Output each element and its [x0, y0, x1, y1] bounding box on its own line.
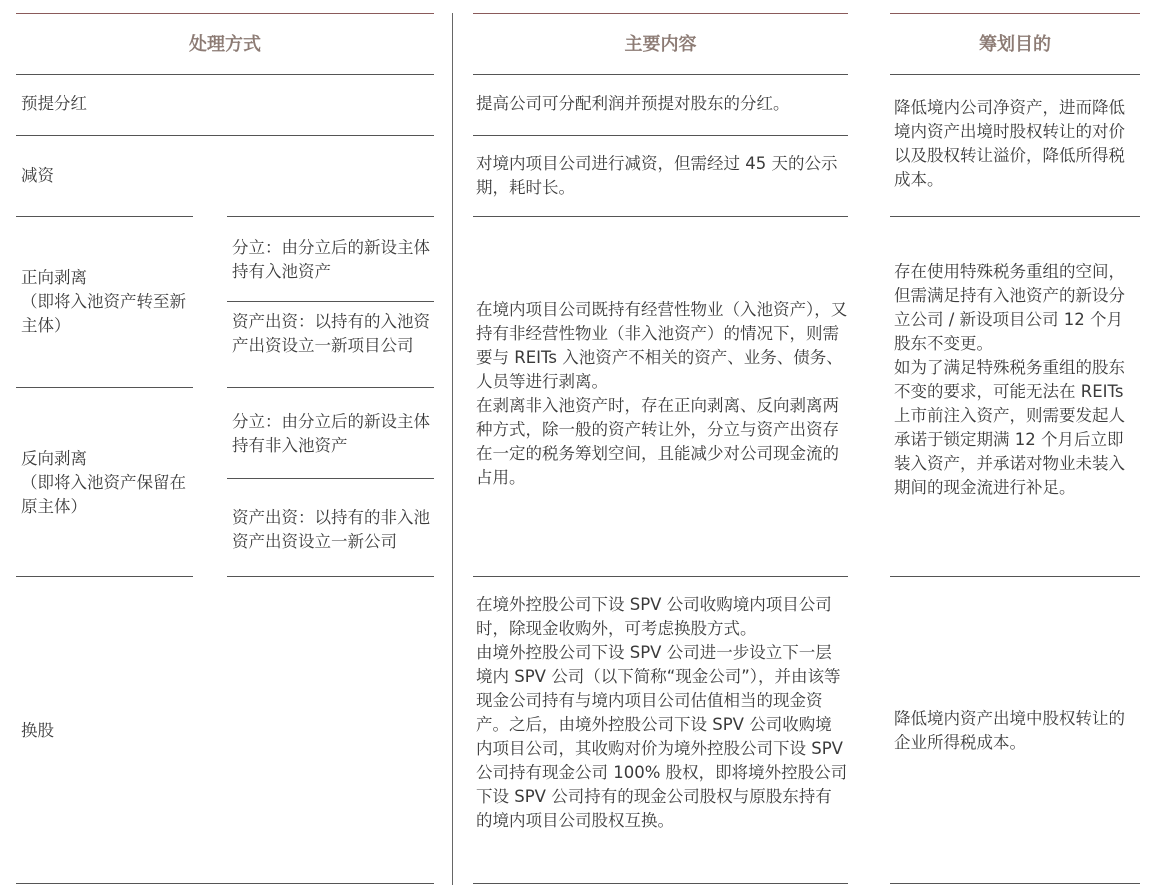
reverse-stripping-title: 反向剥离: [21, 449, 87, 468]
stripping-content-p1: 在境内项目公司既持有经营性物业（入池资产），又持有非经营性物业（非入池资产）的情况下，则需要与 REITs 入池资产不相关的资产、业务、债务、人员等进行剥离。: [476, 300, 848, 391]
header-method: 处理方式: [189, 34, 261, 55]
stripping-divider-right: [227, 387, 434, 388]
row-rule-col3-c: [890, 576, 1140, 577]
stripping-purpose: [894, 260, 1139, 500]
stripping-purpose-p1: 存在使用特殊税务重组的空间，但需满足持有入池资产的新设分立公司 / 新设项目公司 12 个月股东不变更。: [894, 262, 1125, 353]
stripping-purpose-p2: 如为了满足特殊税务重组的股东不变的要求，可能无法在 REITs 上市前注入资产，则需要发起人承诺于锁定期满 12 个月后立即装入资产，并承诺对物业未装入期间的现金流进行补足。: [894, 358, 1125, 497]
bottom-rule-col3: [890, 883, 1140, 884]
reverse-stripping-note: （即将入池资产保留在原主体）: [21, 473, 186, 516]
row-rule-col3-b: [890, 216, 1140, 217]
row-rule-col2-a: [473, 135, 848, 136]
row-dividend-content: 提高公司可分配利润并预提对股东的分红。: [476, 94, 790, 113]
row-rule-col2-b: [473, 216, 848, 217]
forward-sub-rule: [227, 301, 434, 302]
share-swap-content-p1: 在境外控股公司下设 SPV 公司收购境内项目公司时，除现金收购外，可考虑换股方式。: [476, 595, 832, 638]
reverse-capital-text: 资产出资：以持有的非入池资产出资设立一新公司: [232, 508, 430, 551]
row-dividend-method: 预提分红: [21, 94, 87, 113]
forward-split-text: 分立：由分立后的新设主体持有入池资产: [232, 238, 430, 281]
reverse-split-text: 分立：由分立后的新设主体持有非入池资产: [232, 412, 430, 455]
stripping-content-p2: 在剥离非入池资产时，存在正向剥离、反向剥离两种方式，除一般的资产转让外，分立与资产出资存在一定的税务筹划空间，且能减少对公司现金流的占用。: [476, 396, 839, 487]
share-swap-content: [476, 593, 848, 833]
row-rule-col1sub-b: [227, 216, 434, 217]
header-rule-col2: [473, 74, 848, 75]
forward-stripping-note: （即将入池资产转至新主体）: [21, 292, 186, 335]
reverse-sub-rule: [227, 478, 434, 479]
row-rule-col1sub-c: [227, 576, 434, 577]
row-rule-col1-b: [16, 216, 193, 217]
share-swap-method: 换股: [21, 721, 54, 740]
forward-stripping-label: [21, 266, 193, 338]
share-swap-content-p2: 由境外控股公司下设 SPV 公司进一步设立下一层境内 SPV 公司（以下简称“现金公司”），并由该等现金公司持有与境内项目公司估值相当的现金资产。之后，由境外控股公司下设 SPV 公司收购境内项目公司，其收购对价为境外控股公司下设 SPV 公司持有现金公司 100% 股权，即将境外控股公司下设 SPV 公司持有的现金公司股权与原股东持有的境内项目公司股权互换。: [476, 643, 848, 830]
top-rule-col3: [890, 13, 1140, 14]
row-dividend-reduction-purpose: 降低境内公司净资产，进而降低境内资产出境时股权转让的对价以及股权转让溢价，降低所得税成本。: [894, 98, 1125, 189]
stripping-divider-left: [16, 387, 193, 388]
reverse-stripping-label: [21, 447, 193, 519]
header-content: 主要内容: [624, 34, 697, 55]
row-rule-col1-a: [16, 135, 434, 136]
top-rule-col2: [473, 13, 848, 14]
row-reduction-content: 对境内项目公司进行减资，但需经过 45 天的公示期，耗时长。: [476, 154, 838, 197]
forward-stripping-title: 正向剥离: [21, 268, 87, 287]
top-rule-col1: [16, 13, 434, 14]
header-purpose: 筹划目的: [979, 34, 1051, 55]
header-rule-col3: [890, 74, 1140, 75]
bottom-rule-col2: [473, 883, 848, 884]
stripping-content: [476, 298, 848, 490]
row-reduction-method: 减资: [21, 166, 54, 185]
column-divider: [452, 13, 453, 885]
row-rule-col1-c: [16, 576, 193, 577]
forward-capital-text: 资产出资：以持有的入池资产出资设立一新项目公司: [232, 312, 430, 355]
header-rule-col1: [16, 74, 434, 75]
bottom-rule-col1: [16, 883, 434, 884]
row-rule-col2-c: [473, 576, 848, 577]
share-swap-purpose: 降低境内资产出境中股权转让的企业所得税成本。: [894, 709, 1125, 752]
